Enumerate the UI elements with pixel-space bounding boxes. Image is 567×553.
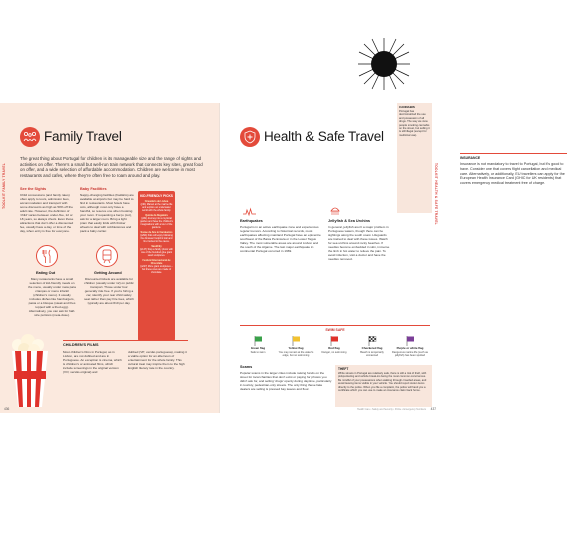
page-title-family-travel: Family Travel — [44, 129, 122, 144]
flag-name: Checkered flag — [361, 346, 383, 350]
cutlery-icon — [36, 245, 58, 267]
films-col2: dubbed (VP; versão portuguesa), making it a viable option for an afternoon of entertainment for the whole family. This cultural treat may inspire them to the high English literary rate in the country. — [128, 350, 187, 370]
see-sights-heading: See the Sights — [20, 187, 47, 191]
earthquakes-heading: Earthquakes — [240, 219, 263, 223]
insurance-heading: INSURANCE — [460, 156, 481, 160]
flag-yellow — [278, 335, 314, 357]
kid-box-heading: KID-FRIENDLY PICKS — [140, 194, 173, 198]
flag-desc: You may remain at the water's edge, but no swimming — [278, 350, 314, 357]
films-divider — [63, 340, 188, 341]
insurance-box — [460, 153, 567, 191]
shield-icon — [240, 127, 260, 147]
flag-purple — [392, 335, 428, 357]
right-page — [220, 103, 565, 413]
kid-pick-item: SandCity (p147) Stop a family photo with one of the hundred glue giant sand sculptures. — [140, 245, 173, 257]
flag-desc: Safe to swim — [250, 350, 266, 354]
left-page-number: 436 — [4, 407, 10, 411]
sea-urchin-image — [356, 36, 412, 92]
flag-desc: Danger, no swimming — [321, 350, 347, 354]
kid-friendly-box — [138, 191, 175, 341]
page-title-health-safe-travel: Health & Safe Travel — [264, 129, 384, 144]
swim-safe-heading: SWIM SAFE — [240, 325, 430, 332]
intro-paragraph: The great thing about Portugal for children is its manageable size and the range of sights and activities on offer. There's a small but well-run train network that connects key sites, great food on offer, and a wide selection of affordable accommodation. Children are welcome in most restaurants and cafes, where they're often free to roam around and play. — [20, 156, 203, 178]
scams-heading: Scams — [240, 365, 253, 369]
flag-name: Green flag — [250, 346, 266, 350]
cannabis-box — [397, 103, 432, 213]
running-head: Health Care • Safety and Security • Police • Emergency Numbers — [357, 408, 426, 411]
cannabis-heading: CANNABIS — [399, 105, 415, 109]
flag-desc: Beach is temporarily unmanned — [360, 350, 384, 357]
theft-box — [335, 365, 432, 407]
baby-facilities-heading: Baby Facilities — [80, 187, 107, 191]
insurance-body: Insurance is not mandatory to travel to Portugal, but it's good to have. Consider one that covers flight cancellation and medical care. Alternatively, or additionally, EU travellers can apply for the European Health Insurance Card (GHIC for UK residents) that covers emergency medical treatment free of charge. — [460, 162, 565, 186]
kid-pick-item: Quinta da Regaleira (p99) Journey into a mystical garden and have the children's imaginations with a tour of the gardens. — [140, 214, 173, 229]
baby-facilities-body: Nappy-changing facilities (fraldário) are available at airports but may be hard to find in restaurants. Most hotels have cots, although most only have a handful, so reserve one when booking your room. If requesting a berço (cot), ask for a larger room. Bring a light pram that easily folds with thicker wheels to deal with cobblestones and pack a baby carrier. — [80, 193, 134, 233]
flag-name: Red flag — [328, 346, 340, 350]
flag-red — [316, 335, 352, 354]
theft-heading: THEFT — [338, 367, 349, 371]
earthquake-icon — [242, 206, 256, 216]
earthquakes-body: Portugal is in an active earthquake zone and experiences regular tremors. According to historical records, most earthquakes affecting mainland Portugal have an epicentre southwest of the Baixa Peninsula or in the Lower Tagus Valley. The most vulnerable areas are around Lisbon and the south of the Algarve. The last major earthquake in continental Portugal occurred in 1969. — [240, 225, 321, 253]
eating-out-heading: Eating Out — [36, 271, 56, 275]
theft-body: While streets in Portugal are relatively safe, there is still a risk of theft, with pickpocketing and vehicle break-ins being the most common occurrences. Be mindful of your possessions when walking through crowded areas, and avoid leaving items visible in your vehicle. You should report stolen items directly to the police. When you file a complaint, the police will hand you a certificate which you can use to make an insurance claim back home. — [338, 372, 427, 393]
jellyfish-heading: Jellyfish & Sea Urchins — [328, 219, 370, 223]
see-sights-body: Child concessions (and family rates) often apply to tours, admission fees, accommodation and transport with some discounts as high as 50% off the adult rate. However, the definition of 'child' varies between under-five, 12 or 18 years, so always check. Even those attractions that don't offer a discounted fee, usually have a day, or time of the day, when entry is free for everyone. — [20, 193, 74, 233]
getting-around-heading: Getting Around — [94, 271, 122, 275]
right-side-tab: TOOLKIT HEALTH & SAFE TRAVEL — [434, 163, 438, 225]
jellyfish-body: In general, jellyfish aren't a major problem in Portuguese waters, though there can be sightings along the south coast. Lifeguards are trained to deal with these issues. Watch for sea urchins around rocky beaches. If needles become embedded in skin, immerse the limb in hot water to relieve the pain. To avoid infection, visit a doctor and have the needles removed. — [328, 225, 390, 261]
right-page-number: 437 — [430, 407, 436, 411]
left-side-tab: TOOLKIT FAMILY TRAVEL — [2, 163, 6, 209]
films-col1: Most children's films in Portugal, as in Lisbon, are not dubbed and are in Portuguese. An exception is cinema, which is children's or animated films, which include screenings in the original version (VO; versão original) and — [63, 350, 122, 374]
flag-checkered — [354, 335, 390, 357]
flag-name: Purple or white flag — [396, 346, 424, 350]
flag-green — [240, 335, 276, 354]
flag-desc: Dangerous marine life (such as jellyfish) has been spotted — [392, 350, 428, 357]
kid-pick-item: Festival Internacional de Chocolate (p227) More giant sculptures – but these ones are made of chocolate. — [140, 259, 173, 274]
jellyfish-icon — [328, 206, 342, 216]
scams-body: Popular scams in the larger cities include raising funds on the street for local charities that don't exist or paying for photos you didn't ask for, and selling 'drugs' openly during daytime, particularly in touristy, pedestrian-only streets. The only thing these fake dealers are selling is pressed bay leaves and flour. — [240, 371, 332, 391]
popcorn-image — [4, 331, 56, 411]
train-icon — [96, 245, 118, 267]
eating-out-body: Many restaurants have a small selection of kid-friendly meals on the menu, usually under meia para crianças or menu infantil (children's menu). It usually includes dishes like hamburgers, pasta or a bitoque (steak and fries topped with a fried egg). Alternatively, you can ask for half-size portions (meia-dose). — [28, 277, 76, 317]
family-icon — [20, 127, 40, 147]
book-spread — [0, 103, 565, 413]
cannabis-body: Portugal has decriminalized the use and possession of all drugs. The way we view people smoking cannabis on the street, but selling it is still illegal (except for medicinal use). — [399, 110, 430, 137]
kid-pick-item: Sonae de Aire & Candeeiros (p294) Kids will enjoy following the dinosaur footprint trail and fire trucked to the caves. — [140, 231, 173, 243]
kid-pick-item: Oceanário de Lisboa (p91) Marvel at the marine life and explore an underwater world with the whole family. — [140, 200, 173, 212]
left-page — [0, 103, 220, 413]
getting-around-body: Discounted tickets are available for children (usually under 12) on public transport. Those under four generally ride free. If you're hiring a car, identify your rear child safety seat rather than pay hire fees, which typically are about €10 per day. — [84, 277, 134, 305]
flag-name: Yellow flag — [288, 346, 304, 350]
childrens-films-heading: CHILDREN'S FILMS — [63, 343, 99, 347]
